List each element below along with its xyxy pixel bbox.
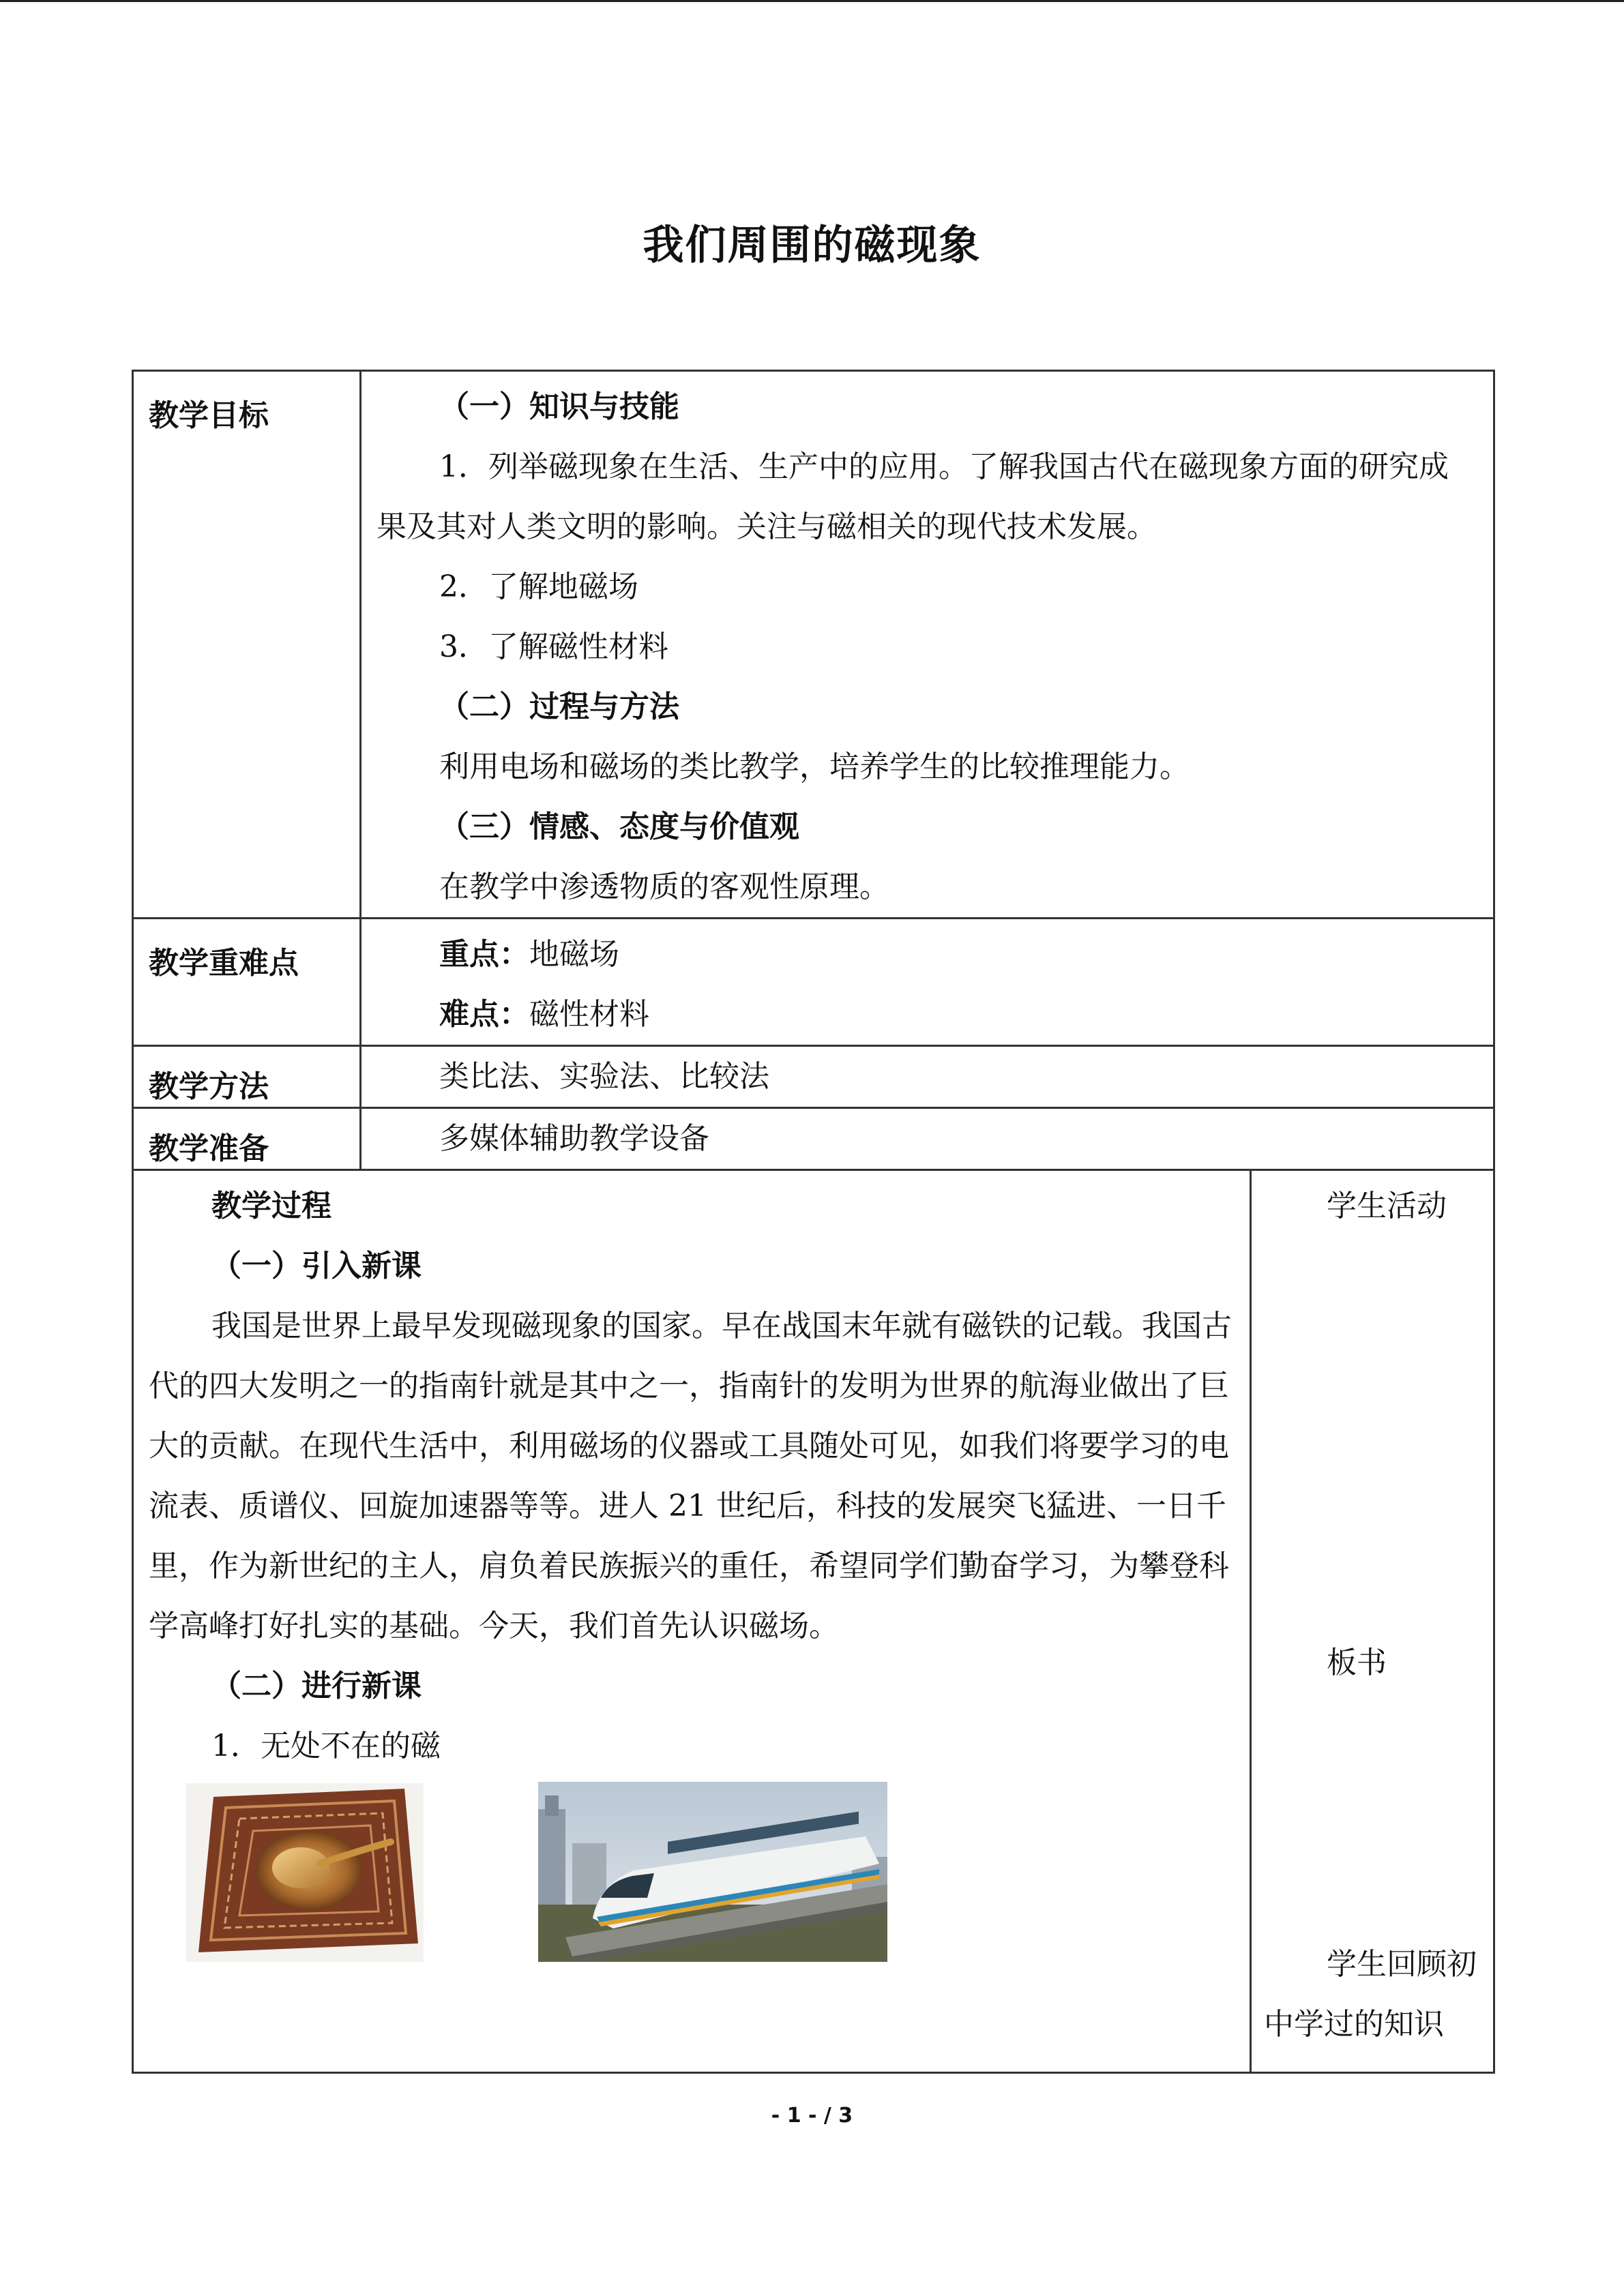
methods-text: 类比法、实验法、比较法 [439, 1059, 769, 1094]
student-activity-heading: 学生活动 [1327, 1189, 1447, 1223]
preparation-label: 教学准备 [133, 1108, 361, 1170]
key-points-label: 教学重难点 [133, 919, 361, 1046]
new-lesson-heading: （二）进行新课 [211, 1669, 422, 1703]
process-method-text: 利用电场和磁场的类比教学，培养学生的比较推理能力。 [439, 749, 1190, 784]
emotion-value-text: 在教学中渗透物质的客观性原理。 [439, 869, 889, 904]
maglev-train-image [538, 1782, 887, 1962]
difficult-point-label: 难点： [439, 997, 529, 1032]
student-activity-column [1251, 1170, 1494, 2073]
key-point-line [377, 925, 1478, 985]
objective-item-3: 3．了解磁性材料 [439, 629, 668, 664]
preparation-text: 多媒体辅助教学设备 [439, 1121, 709, 1156]
top-border-line [0, 0, 1624, 2]
process-row [133, 1170, 1494, 2073]
illustration-row [149, 1776, 1236, 1960]
new-lesson-item-1: 1．无处不在的磁 [211, 1729, 441, 1763]
objectives-row [133, 371, 1494, 919]
difficult-point-text: 磁性材料 [529, 997, 649, 1032]
methods-content [361, 1046, 1494, 1108]
preparation-content [361, 1108, 1494, 1170]
key-point-text: 地磁场 [529, 937, 619, 972]
knowledge-skills-heading: （一）知识与技能 [439, 389, 679, 424]
difficult-point-line [377, 985, 1478, 1045]
board-note: 板书 [1327, 1645, 1387, 1680]
methods-row [133, 1046, 1494, 1108]
emotion-value-heading: （三）情感、态度与价值观 [439, 809, 799, 844]
objectives-label: 教学目标 [133, 371, 361, 919]
key-point-label: 重点： [439, 937, 529, 972]
introduction-heading: （一）引入新课 [211, 1249, 422, 1283]
key-points-row [133, 919, 1494, 1046]
objectives-content [361, 371, 1494, 919]
page-number: - 1 - / 3 [771, 2104, 853, 2128]
process-heading: 教学过程 [211, 1189, 331, 1223]
methods-label: 教学方法 [133, 1046, 361, 1108]
lesson-plan-table [132, 370, 1495, 2074]
page-title: 我们周围的磁现象 [643, 222, 981, 269]
student-review-note: 学生回顾初中学过的知识 [1264, 1947, 1477, 2042]
key-points-content [361, 919, 1494, 1046]
preparation-row [133, 1108, 1494, 1170]
process-content [133, 1170, 1251, 2073]
sinan-compass-image [186, 1783, 424, 1962]
process-method-heading: （二）过程与方法 [439, 689, 679, 724]
objective-item-2: 2．了解地磁场 [439, 569, 638, 604]
introduction-text: 我国是世界上最早发现磁现象的国家。早在战国末年就有磁铁的记载。我国古代的四大发明之一的指南针就是其中之一，指南针的发明为世界的航海业做出了巨大的贡献。在现代生活中，利用磁场的仪器或工具随处可见，如我们将要学习的电流表、质谱仪、回旋加速器等等。进人 21 世纪后，科技的发展突飞猛进、一日千里，作为新世纪的主人，肩负着民族振兴的重任，希望同学们勤奋学习，为攀登科学高峰打好扎实的基础。今天，我们首先认识磁场。 [149, 1309, 1232, 1643]
objective-item-1: 1．列举磁现象在生活、生产中的应用。了解我国古代在磁现象方面的研究成果及其对人类文明的影响。关注与磁相关的现代技术发展。 [377, 449, 1449, 544]
